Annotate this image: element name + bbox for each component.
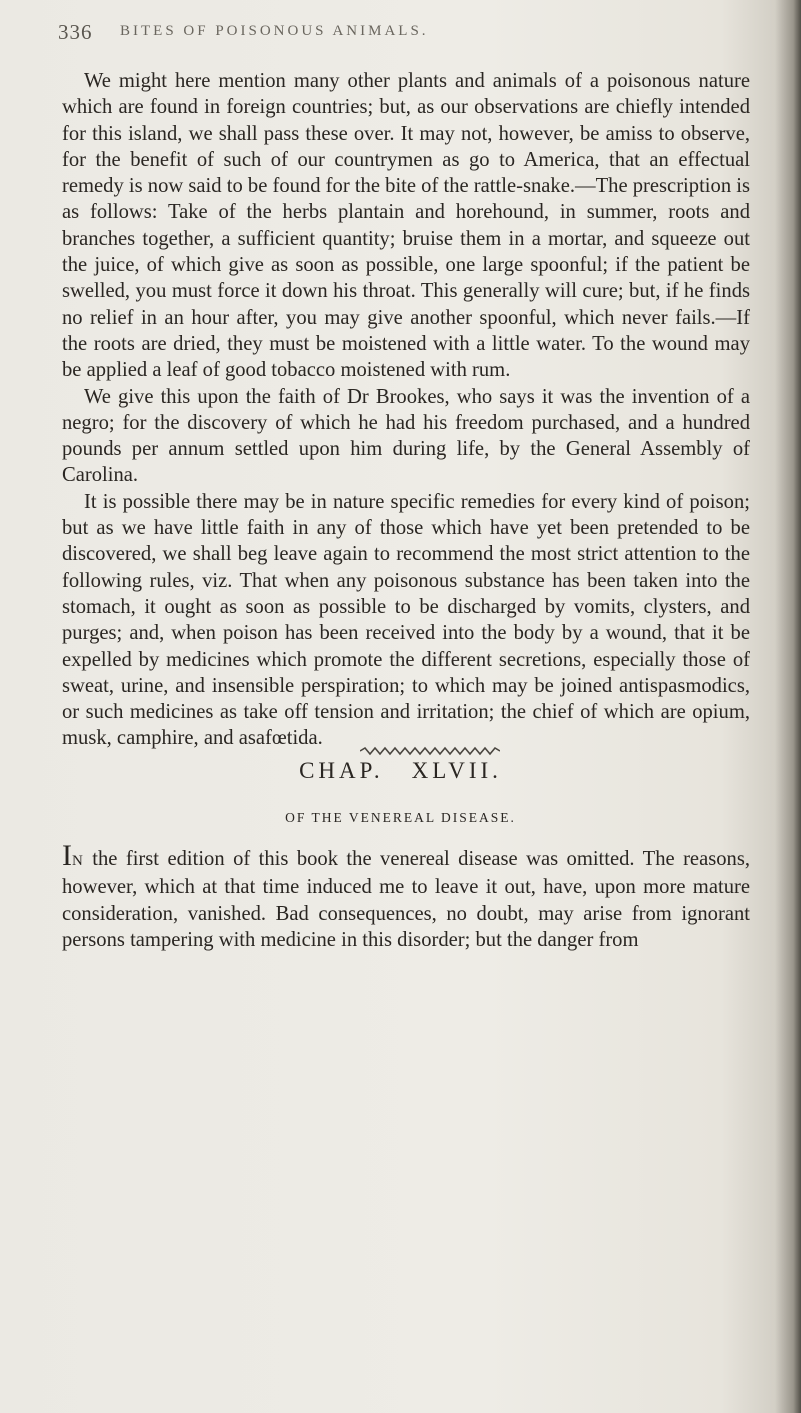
page-number: 336 (58, 20, 93, 44)
running-head: BITES OF POISONOUS ANIMALS. (120, 23, 429, 39)
page-edge-shadow (775, 0, 801, 1413)
chapter-subtitle: OF THE VENEREAL DISEASE. (285, 810, 516, 825)
ornamental-rule (360, 746, 500, 756)
chapter-number: XLVII. (411, 758, 502, 783)
paragraph-dr-brookes: We give this upon the faith of Dr Brookes, who says it was the invention of a negro; for the discovery of which he had his freedom purchased, and a hundred pounds per annum settled upon him during life, by the General Assembly of Carolina. (62, 385, 750, 487)
chapter-body-text (62, 839, 750, 953)
chapter-label: CHAP. (299, 758, 384, 783)
body-text (62, 68, 750, 752)
page-header (58, 20, 758, 50)
paragraph-rattlesnake: We might here mention many other plants and animals of a poisonous nature which are found in foreign countries; but, as our observations are chiefly intended for this island, we shall pass these over. It may not, however, be amiss to observe, for the benefit of such of our countrymen as go to America, that an effectual remedy is now said to be found for the bite of the rattle-snake.—The prescription is as follows: Take of the herbs plantain and horehound, in summer, roots and branches together, a sufficient quantity; bruise them in a mortar, and squeeze out the juice, of which give as soon as possible, one large spoonful; if the patient be swelled, you must force it down his throat. This generally will cure; but, if he finds no relief in an hour after, you may give another spoonful, which never fails.—If the roots are dried, they must be moistened with a little water. To the wound may be applied a leaf of good tobacco moistened with rum. (62, 70, 750, 382)
intro-text: the first edition of this book the venereal disease was omitted. The reasons, however, which at that time induced me to leave it out, have, upon more mature consideration, vanished. Bad consequences, no doubt, may arise from ignorant persons tampering with medicine in this disorder; but the danger from (62, 848, 750, 951)
drop-cap: I (62, 839, 72, 872)
paragraph-venereal-intro (62, 839, 750, 953)
chapter-heading (0, 758, 801, 784)
small-cap-letter: N (72, 853, 84, 869)
paragraph-specific-remedies: It is possible there may be in nature specific remedies for every kind of poison; but as we have little faith in any of those which have yet been pretended to be discovered, we shall beg leave again to recommend the most strict attention to the following rules, viz. That when any poisonous substance has been taken into the stomach, it ought as soon as possible to be discharged by vomits, clysters, and purges; and, when poison has been received into the body by a wound, that it be expelled by medicines which promote the different secretions, especially those of sweat, urine, and insensible perspiration; to which may be joined antispasmodics, or such medicines as take off tension and irritation; the chief of which are opium, musk, camphire, and asafœtida. (62, 490, 750, 750)
